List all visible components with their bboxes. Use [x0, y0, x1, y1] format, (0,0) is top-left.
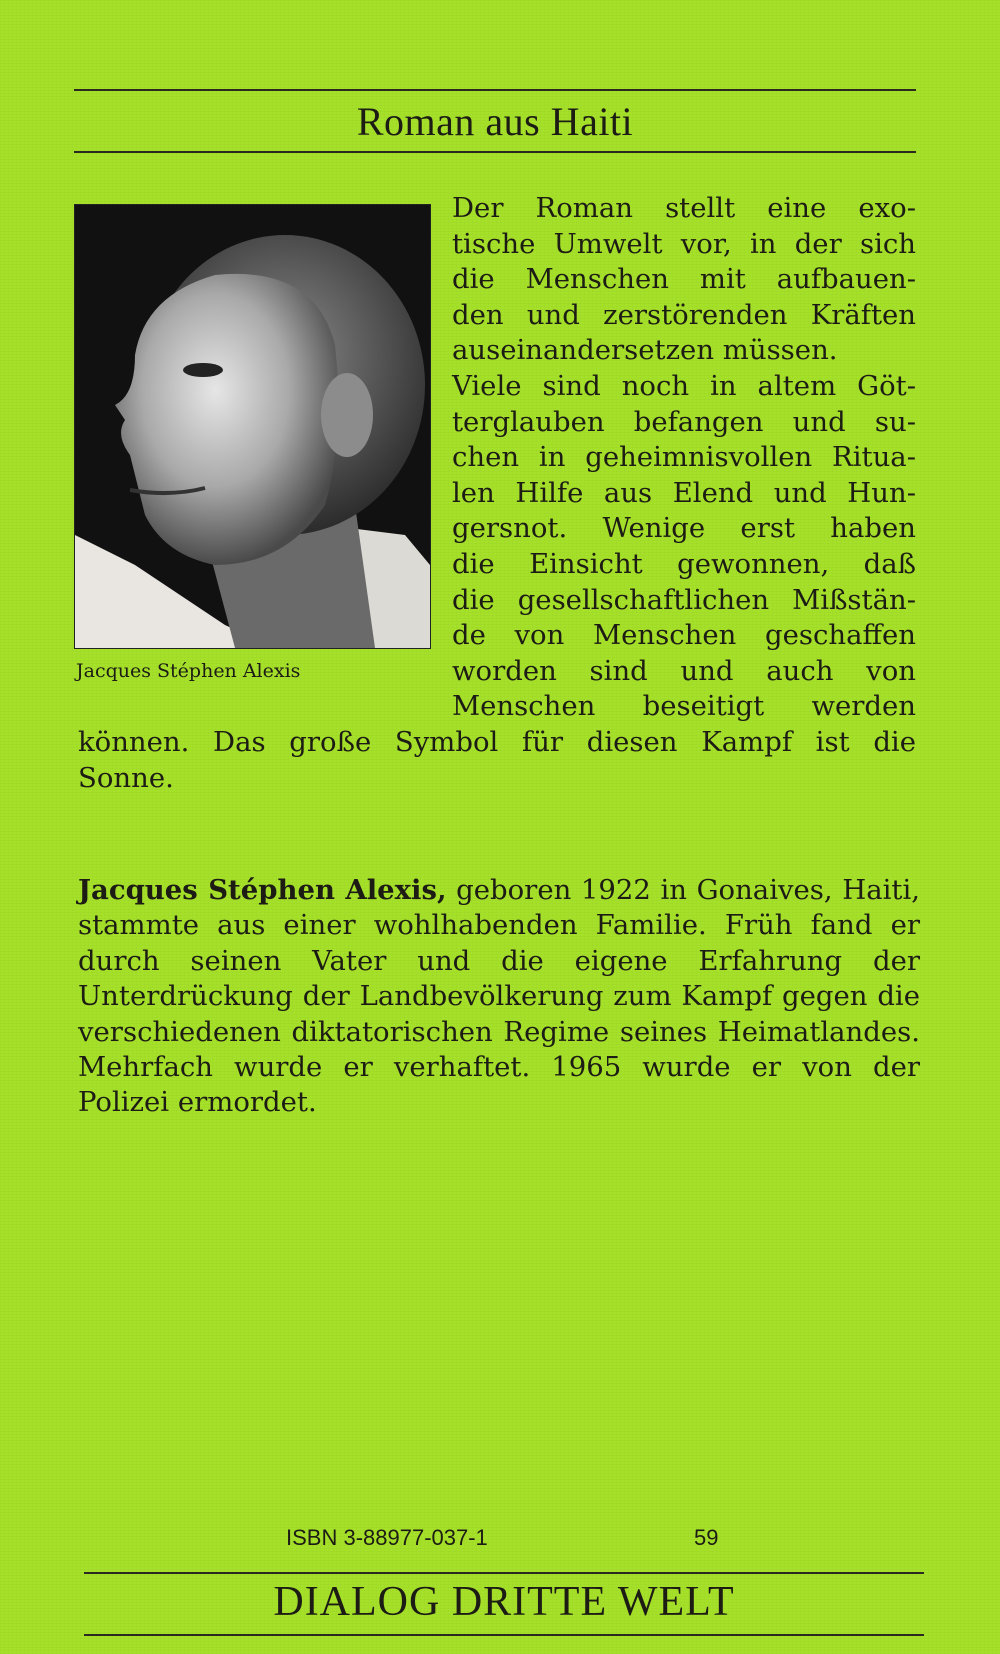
isbn: ISBN 3-88977-037-1 — [286, 1525, 488, 1550]
photo-caption: Jacques Stéphen Alexis — [76, 660, 301, 682]
blurb-line: auseinandersetzen müssen. — [452, 334, 838, 367]
bio-text: geboren 1922 in Gonaives, Haiti, stammte aus einer wohlhabenden Familie. Früh fand er durch seinen Vater und die eigene Erfahrung der Unterdrückung der Landbevölkerung zum Kampf gegen die verschiedenen diktatorischen Regime seines Heimatlandes. Mehrfach wurde er verhaftet. 1965 wurde er von der Polizei ermordet. — [78, 874, 920, 1119]
blurb-line: len Hilfe aus Elend und Hun- — [452, 476, 916, 509]
blurb-line: tische Umwelt vor, in der sich — [452, 227, 916, 260]
blurb-line: chen in geheimnisvollen Ritua- — [452, 441, 916, 474]
blurb-side-column — [452, 191, 916, 725]
title-rule — [74, 151, 916, 153]
blurb-line: die Einsicht gewonnen, daß — [452, 547, 916, 580]
author-bio — [78, 873, 920, 1121]
series-number: 59 — [694, 1525, 719, 1550]
blurb-line: können. Das große Symbol für diesen Kampf ist die — [78, 726, 916, 758]
blurb-line: gersnot. Wenige erst haben — [452, 512, 916, 545]
blurb-line: Sonne. — [78, 761, 174, 794]
blurb-line: Der Roman stellt eine exo- — [452, 192, 916, 224]
blurb-line: Viele sind noch in altem Göt- — [452, 369, 916, 402]
publisher-name: DIALOG DRITTE WELT — [273, 1579, 735, 1625]
blurb-line: den und zerstörenden Kräften — [452, 298, 916, 331]
blurb-line: die gesellschaftlichen Mißstän- — [452, 583, 916, 616]
blurb-line: Menschen beseitigt werden — [452, 690, 916, 723]
blurb-line: worden sind und auch von — [452, 654, 916, 687]
author-portrait — [74, 204, 431, 649]
blurb-line: die Menschen mit aufbauen- — [452, 263, 916, 296]
footer-bottom-rule — [84, 1634, 924, 1636]
blurb-line: de von Menschen geschaffen — [452, 619, 916, 652]
footer-top-rule — [84, 1572, 924, 1574]
blurb-full-width — [78, 725, 916, 796]
top-rule — [74, 89, 916, 91]
bio-author-name: Jacques Stéphen Alexis, — [78, 874, 447, 906]
blurb-line: terglauben befangen und su- — [452, 405, 916, 438]
page-title: Roman aus Haiti — [356, 99, 634, 144]
